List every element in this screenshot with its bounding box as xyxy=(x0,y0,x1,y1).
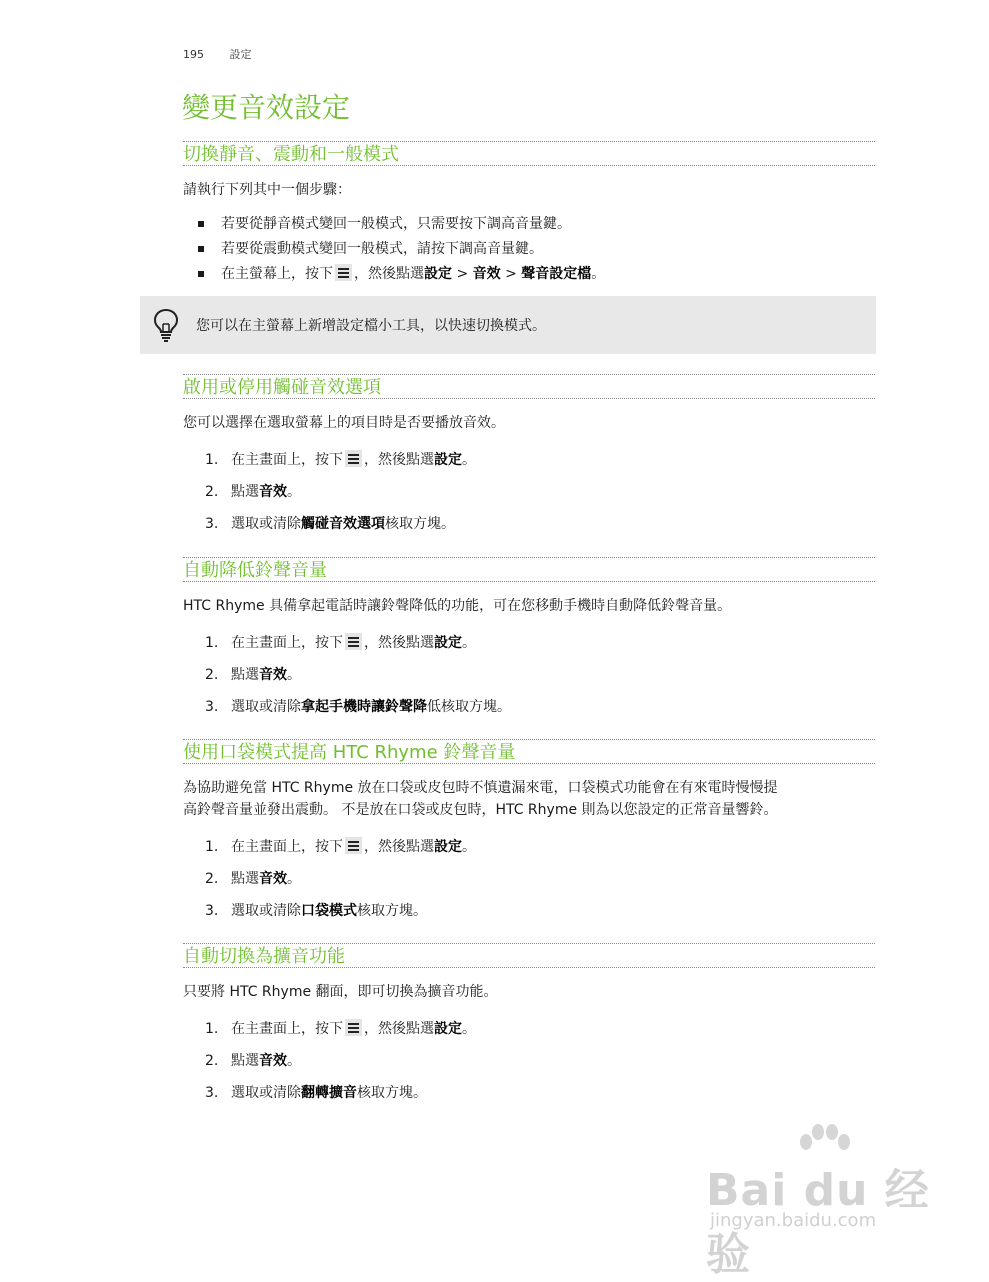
menu-icon xyxy=(345,633,362,650)
menu-icon xyxy=(345,450,362,467)
section-speakerphone xyxy=(183,943,875,1109)
menu-icon xyxy=(335,264,352,281)
numbered-list xyxy=(183,627,875,723)
list-item: 3. 選取或清除口袋模式核取方塊。 xyxy=(205,903,427,919)
tip-text: 您可以在主螢幕上新增設定檔小工具，以快速切換模式。 xyxy=(196,318,546,334)
running-section-title: 設定 xyxy=(229,48,252,61)
list-item: 1. 在主畫面上，按下 ，然後點選設定。 xyxy=(205,839,476,855)
section-heading: 自動切換為擴音功能 xyxy=(183,943,875,968)
section-quiet-ring xyxy=(183,557,875,723)
section-silent-vibrate-normal xyxy=(183,141,875,287)
list-item: 3. 選取或清除翻轉擴音核取方塊。 xyxy=(205,1085,427,1101)
baidu-watermark xyxy=(700,1128,935,1280)
section-intro: 請執行下列其中一個步驟： xyxy=(183,182,351,198)
page-title: 變更音效設定 xyxy=(182,91,351,124)
page-number: 195 xyxy=(183,48,204,61)
list-item: 2. 點選音效。 xyxy=(205,667,301,683)
menu-icon xyxy=(345,1019,362,1036)
lightbulb-icon xyxy=(153,308,179,342)
list-item: 2. 點選音效。 xyxy=(205,1053,301,1069)
menu-icon xyxy=(345,837,362,854)
list-item: 2. 點選音效。 xyxy=(205,871,301,887)
numbered-list xyxy=(183,444,875,540)
list-item: 若要從震動模式變回一般模式，請按下調高音量鍵。 xyxy=(183,237,875,262)
section-intro: HTC Rhyme 具備拿起電話時讓鈴聲降低的功能，可在您移動手機時自動降低鈴聲音量。 xyxy=(183,598,732,614)
section-intro: 您可以選擇在選取螢幕上的項目時是否要播放音效。 xyxy=(183,415,505,431)
numbered-list xyxy=(183,1013,875,1109)
section-heading: 使用口袋模式提高 HTC Rhyme 鈴聲音量 xyxy=(183,739,875,764)
list-item: 在主螢幕上，按下 ，然後點選設定 > 音效 > 聲音設定檔。 xyxy=(183,262,875,287)
list-item: 3. 選取或清除拿起手機時讓鈴聲降低核取方塊。 xyxy=(205,699,511,715)
section-intro: 只要將 HTC Rhyme 翻面，即可切換為擴音功能。 xyxy=(183,984,498,1000)
watermark-url: jingyan.baidu.com xyxy=(710,1210,877,1231)
page-header xyxy=(183,46,252,62)
section-heading: 啟用或停用觸碰音效選項 xyxy=(183,374,875,399)
bullet-list xyxy=(183,212,875,287)
section-intro-line-1: 為協助避免當 HTC Rhyme 放在口袋或皮包時不慎遺漏來電，口袋模式功能會在有來電時慢慢提 xyxy=(183,780,778,796)
list-item: 2. 點選音效。 xyxy=(205,484,301,500)
list-item: 若要從靜音模式變回一般模式，只需要按下調高音量鍵。 xyxy=(183,212,875,237)
section-pocket-mode xyxy=(183,739,875,927)
list-item: 1. 在主畫面上，按下 ，然後點選設定。 xyxy=(205,452,476,468)
list-item: 1. 在主畫面上，按下 ，然後點選設定。 xyxy=(205,1021,476,1037)
tip-box xyxy=(140,296,876,354)
section-heading: 切換靜音、震動和一般模式 xyxy=(183,141,875,166)
section-touch-sounds xyxy=(183,374,875,540)
section-intro-line-2: 高鈴聲音量並發出震動。 不是放在口袋或皮包時，HTC Rhyme 則為以您設定的正常音量響鈴。 xyxy=(183,802,778,818)
numbered-list xyxy=(183,831,875,927)
section-heading: 自動降低鈴聲音量 xyxy=(183,557,875,582)
list-item: 3. 選取或清除觸碰音效選項核取方塊。 xyxy=(205,516,455,532)
watermark-brand: Bai du 经验 xyxy=(706,1165,930,1280)
list-item: 1. 在主畫面上，按下 ，然後點選設定。 xyxy=(205,635,476,651)
